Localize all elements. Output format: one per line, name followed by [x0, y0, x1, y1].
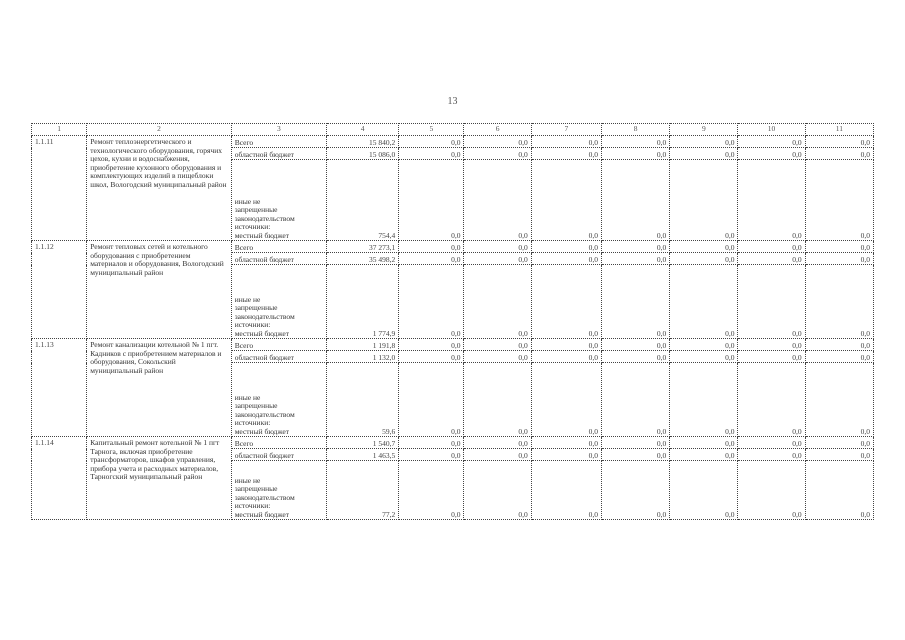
measure-code: 1.1.12 — [32, 241, 87, 339]
column-header: 4 — [327, 124, 399, 136]
page-number: 13 — [447, 96, 458, 107]
total-value: 0,0 — [805, 339, 873, 351]
column-header: 7 — [531, 124, 601, 136]
source-total-label: Всего — [231, 136, 326, 148]
regional-value: 0,0 — [670, 351, 738, 363]
regional-value: 0,0 — [738, 449, 805, 461]
local-value: 77,2 — [327, 461, 399, 520]
total-value: 0,0 — [601, 241, 669, 253]
total-value: 0,0 — [399, 339, 464, 351]
regional-value: 0,0 — [601, 148, 669, 160]
regional-value: 0,0 — [531, 351, 601, 363]
column-header: 2 — [87, 124, 232, 136]
source-other-line: иные не — [234, 294, 261, 304]
measure-code: 1.1.11 — [32, 136, 87, 241]
regional-value: 0,0 — [805, 449, 873, 461]
total-value: 0,0 — [670, 241, 738, 253]
local-value: 0,0 — [805, 265, 873, 339]
local-value: 0,0 — [738, 160, 805, 241]
local-value: 754,4 — [327, 160, 399, 241]
total-value: 37 273,1 — [327, 241, 399, 253]
regional-value: 1 463,5 — [327, 449, 399, 461]
total-value: 0,0 — [464, 339, 531, 351]
source-other-label — [231, 363, 326, 437]
source-regional-label: областной бюджет — [231, 253, 326, 265]
header-row — [32, 124, 874, 136]
total-value: 0,0 — [464, 136, 531, 148]
local-value: 0,0 — [738, 265, 805, 339]
source-other-label — [231, 265, 326, 339]
regional-value: 0,0 — [805, 351, 873, 363]
source-other-line: источники: — [234, 501, 271, 510]
total-value: 0,0 — [464, 241, 531, 253]
source-local-label: местный бюджет — [234, 509, 290, 519]
total-value: 0,0 — [531, 136, 601, 148]
regional-value: 0,0 — [738, 253, 805, 265]
local-value: 1 774,9 — [327, 265, 399, 339]
local-value: 0,0 — [399, 461, 464, 520]
source-other-line: иные не — [234, 475, 261, 485]
source-other-line: законодательством — [234, 492, 295, 502]
source-total-label: Всего — [231, 241, 326, 253]
total-value: 0,0 — [601, 339, 669, 351]
column-header: 3 — [231, 124, 326, 136]
column-header: 1 — [32, 124, 87, 136]
table-row — [32, 241, 874, 253]
local-value: 0,0 — [399, 265, 464, 339]
local-value: 0,0 — [601, 160, 669, 241]
total-value: 0,0 — [601, 437, 669, 449]
total-value: 0,0 — [399, 241, 464, 253]
total-value: 15 840,2 — [327, 136, 399, 148]
local-value: 0,0 — [670, 363, 738, 437]
regional-value: 0,0 — [805, 148, 873, 160]
total-value: 0,0 — [464, 437, 531, 449]
total-value: 0,0 — [738, 339, 805, 351]
local-value: 0,0 — [399, 363, 464, 437]
source-other-line: запрещенные — [234, 303, 278, 312]
regional-value: 0,0 — [738, 148, 805, 160]
source-local-label: местный бюджет — [234, 328, 290, 338]
source-local-label: местный бюджет — [234, 230, 290, 240]
source-other-line: запрещенные — [234, 401, 278, 410]
total-value: 0,0 — [531, 437, 601, 449]
total-value: 0,0 — [670, 437, 738, 449]
measure-name: Капитальный ремонт котельной № 1 пгт Тарнога, включая приобретение трансформаторов, шкафов управления, прибора учета и расходных материалов, Тарногский муниципальный район — [87, 437, 232, 520]
local-value: 0,0 — [531, 363, 601, 437]
regional-value: 0,0 — [531, 148, 601, 160]
table-row — [32, 339, 874, 351]
local-value: 59,6 — [327, 363, 399, 437]
regional-value: 35 498,2 — [327, 253, 399, 265]
source-other-line: запрещенные — [234, 484, 278, 493]
measure-code: 1.1.13 — [32, 339, 87, 437]
regional-value: 0,0 — [399, 449, 464, 461]
source-other-line: законодательством — [234, 213, 295, 223]
local-value: 0,0 — [670, 160, 738, 241]
source-other-label — [231, 461, 326, 520]
source-other-line: законодательством — [234, 409, 295, 419]
regional-value: 0,0 — [670, 148, 738, 160]
total-value: 0,0 — [399, 437, 464, 449]
total-value: 0,0 — [805, 136, 873, 148]
table-row — [32, 136, 874, 148]
total-value: 0,0 — [531, 339, 601, 351]
local-value: 0,0 — [464, 160, 531, 241]
source-regional-label: областной бюджет — [231, 351, 326, 363]
source-other-line: источники: — [234, 222, 271, 231]
local-value: 0,0 — [601, 461, 669, 520]
source-total-label: Всего — [231, 339, 326, 351]
measure-code: 1.1.14 — [32, 437, 87, 520]
local-value: 0,0 — [738, 461, 805, 520]
local-value: 0,0 — [464, 461, 531, 520]
total-value: 0,0 — [670, 136, 738, 148]
total-value: 0,0 — [399, 136, 464, 148]
budget-table — [31, 123, 874, 520]
source-regional-label: областной бюджет — [231, 148, 326, 160]
regional-value: 0,0 — [399, 253, 464, 265]
regional-value: 0,0 — [464, 351, 531, 363]
local-value: 0,0 — [805, 160, 873, 241]
regional-value: 0,0 — [531, 253, 601, 265]
column-header: 5 — [399, 124, 464, 136]
column-header: 10 — [738, 124, 805, 136]
total-value: 0,0 — [531, 241, 601, 253]
regional-value: 0,0 — [670, 253, 738, 265]
regional-value: 1 132,0 — [327, 351, 399, 363]
local-value: 0,0 — [531, 461, 601, 520]
regional-value: 0,0 — [399, 148, 464, 160]
regional-value: 0,0 — [601, 351, 669, 363]
total-value: 0,0 — [670, 339, 738, 351]
regional-value: 0,0 — [670, 449, 738, 461]
local-value: 0,0 — [601, 363, 669, 437]
source-other-line: законодательством — [234, 311, 295, 321]
regional-value: 0,0 — [601, 449, 669, 461]
regional-value: 0,0 — [601, 253, 669, 265]
regional-value: 0,0 — [464, 253, 531, 265]
local-value: 0,0 — [531, 160, 601, 241]
local-value: 0,0 — [670, 461, 738, 520]
local-value: 0,0 — [464, 265, 531, 339]
source-other-line: источники: — [234, 418, 271, 427]
total-value: 0,0 — [738, 437, 805, 449]
total-value: 0,0 — [738, 241, 805, 253]
regional-value: 0,0 — [531, 449, 601, 461]
source-total-label: Всего — [231, 437, 326, 449]
local-value: 0,0 — [531, 265, 601, 339]
local-value: 0,0 — [601, 265, 669, 339]
measure-name: Ремонт канализации котельной № 1 пгт. Кадников с приобретением материалов и оборудования, Сокольский муниципальный район — [87, 339, 232, 437]
local-value: 0,0 — [738, 363, 805, 437]
source-regional-label: областной бюджет — [231, 449, 326, 461]
regional-value: 0,0 — [805, 253, 873, 265]
local-value: 0,0 — [805, 363, 873, 437]
regional-value: 15 086,0 — [327, 148, 399, 160]
regional-value: 0,0 — [464, 449, 531, 461]
source-other-line: иные не — [234, 196, 261, 206]
source-local-label: местный бюджет — [234, 426, 290, 436]
source-other-line: иные не — [234, 392, 261, 402]
total-value: 1 191,8 — [327, 339, 399, 351]
column-header: 6 — [464, 124, 531, 136]
table-row — [32, 437, 874, 449]
regional-value: 0,0 — [738, 351, 805, 363]
column-header: 11 — [805, 124, 873, 136]
total-value: 1 540,7 — [327, 437, 399, 449]
local-value: 0,0 — [805, 461, 873, 520]
column-header: 9 — [670, 124, 738, 136]
source-other-line: запрещенные — [234, 205, 278, 214]
local-value: 0,0 — [464, 363, 531, 437]
column-header: 8 — [601, 124, 669, 136]
total-value: 0,0 — [805, 241, 873, 253]
total-value: 0,0 — [805, 437, 873, 449]
regional-value: 0,0 — [464, 148, 531, 160]
source-other-label — [231, 160, 326, 241]
local-value: 0,0 — [670, 265, 738, 339]
measure-name: Ремонт тепловых сетей и котельного оборудования с приобретением материалов и оборудования, Вологодский муниципальный район — [87, 241, 232, 339]
local-value: 0,0 — [399, 160, 464, 241]
total-value: 0,0 — [738, 136, 805, 148]
regional-value: 0,0 — [399, 351, 464, 363]
measure-name: Ремонт теплоэнергетического и технологического оборудования, горячих цехов, кухни и водоснабжения, приобретение кухонного оборудования и комплектующих изделий в пищеблоки школ, Вологодский муниципальный район — [87, 136, 232, 241]
source-other-line: источники: — [234, 320, 271, 329]
total-value: 0,0 — [601, 136, 669, 148]
